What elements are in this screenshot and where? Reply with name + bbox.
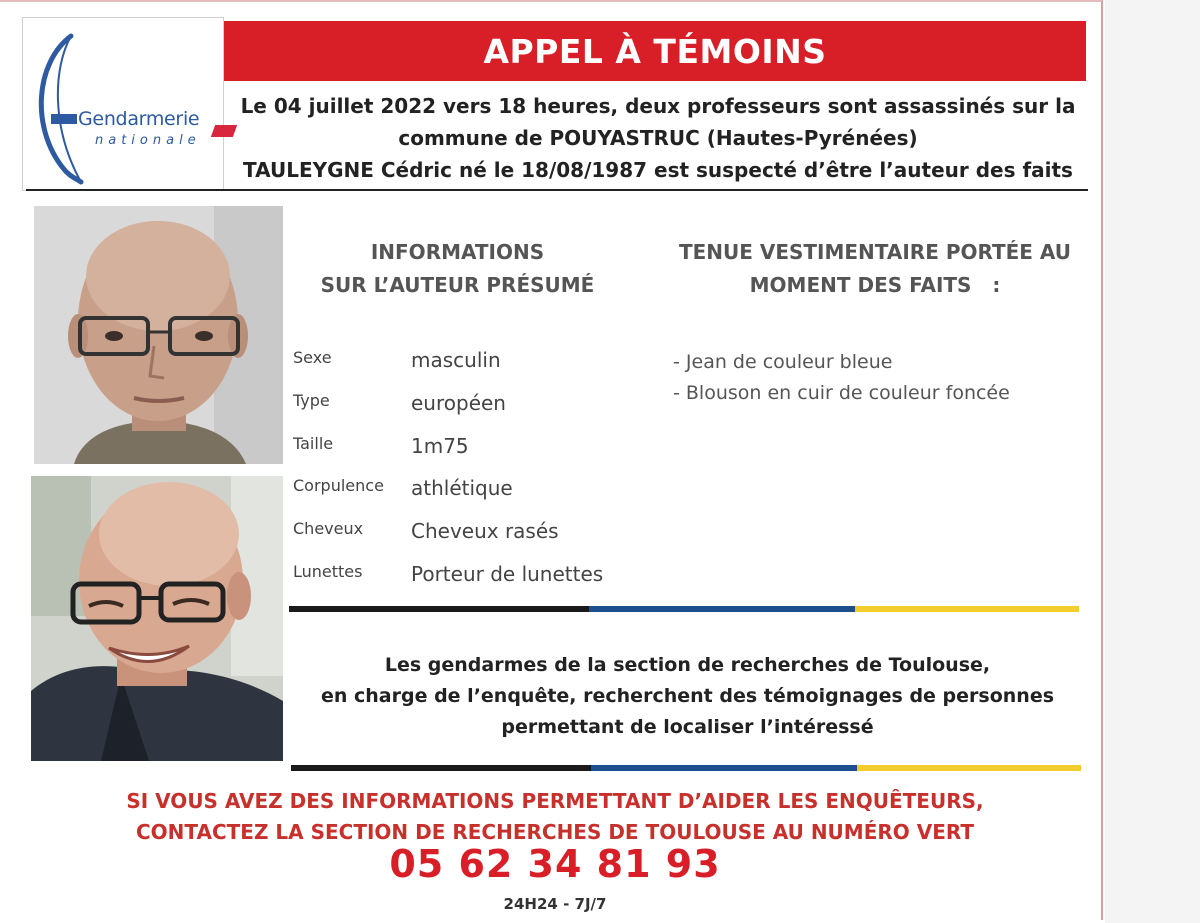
info-value: masculin [411, 348, 501, 372]
gendarmerie-emblem-icon [23, 18, 225, 192]
tricolor-divider [289, 606, 1079, 612]
divider-blue-segment [589, 606, 855, 612]
logo-subtitle: nationale [95, 133, 201, 148]
info-label: Cheveux [293, 519, 364, 539]
divider-black-segment [289, 606, 589, 612]
intro-line-3: TAULEYGNE Cédric né le 18/08/1987 est suspecté d’être l’auteur des faits [243, 158, 1073, 182]
info-value: européen [411, 390, 506, 415]
suspect-info-heading [290, 236, 625, 302]
clothing-list [673, 347, 1093, 409]
info-row-lunettes [293, 556, 633, 599]
investigation-line-3: permettant de localiser l’intéressé [501, 716, 874, 738]
intro-line-2: commune de POUYASTRUC (Hautes-Pyrénées) [398, 126, 918, 150]
divider-black-segment [291, 765, 591, 771]
info-value: Cheveux rasés [411, 519, 559, 544]
suspect-photo-portrait [34, 206, 283, 464]
info-row-sexe [293, 342, 633, 385]
call-to-action-line-2: CONTACTEZ LA SECTION DE RECHERCHES DE TOULOUSE AU NUMÉRO VERT [135, 820, 975, 844]
suspect-info-heading-line-1: INFORMATIONS [370, 240, 545, 264]
info-label: Type [293, 390, 330, 410]
investigation-line-2: en charge de l’enquête, recherchent des témoignages de personnes [320, 685, 1055, 707]
info-value: 1m75 [411, 433, 469, 458]
info-row-corpulence [293, 470, 633, 513]
divider-yellow-segment [857, 765, 1081, 771]
page-title: APPEL À TÉMOINS [224, 21, 1086, 81]
info-row-cheveux [293, 513, 633, 556]
info-label: Lunettes [293, 561, 363, 581]
clothing-item: - Blouson en cuir de couleur foncée [673, 382, 1010, 404]
clothing-heading-line-1: TENUE VESTIMENTAIRE PORTÉE AU [678, 240, 1072, 264]
info-label: Sexe [293, 348, 332, 367]
clothing-heading-line-2: MOMENT DES FAITS : [749, 273, 1001, 297]
investigation-line-1: Les gendarmes de la section de recherches de Toulouse, [384, 654, 991, 676]
divider [26, 189, 1088, 191]
hotline-phone-number[interactable]: 05 62 34 81 93 [389, 842, 721, 886]
gendarmerie-logo [22, 17, 224, 191]
tricolor-divider [291, 765, 1081, 771]
investigation-text [290, 650, 1085, 743]
intro-line-1: Le 04 juillet 2022 vers 18 heures, deux professeurs sont assassinés sur la [240, 94, 1076, 118]
divider-yellow-segment [855, 606, 1079, 612]
call-to-action-line-1: SI VOUS AVEZ DES INFORMATIONS PERMETTANT D’AIDER LES ENQUÊTEURS, [126, 789, 984, 813]
info-value: athlétique [411, 476, 513, 501]
logo-title: Gendarmerie [78, 108, 200, 130]
clothing-item: - Jean de couleur bleue [673, 351, 893, 373]
divider-blue-segment [591, 765, 857, 771]
info-row-type [293, 385, 633, 428]
page-margin [1105, 0, 1200, 923]
info-value: Porteur de lunettes [411, 561, 604, 586]
suspect-info-heading-line-2: SUR L’AUTEUR PRÉSUMÉ [320, 273, 595, 297]
suspect-photo-smiling [31, 476, 283, 761]
suspect-info-table [293, 342, 633, 599]
info-label: Corpulence [293, 476, 384, 496]
info-row-taille [293, 428, 633, 471]
clothing-heading [650, 236, 1100, 302]
info-label: Taille [293, 433, 334, 453]
hotline-hours: 24H24 - 7J/7 [503, 895, 607, 913]
call-to-action [100, 786, 1010, 848]
intro-text [228, 90, 1088, 186]
